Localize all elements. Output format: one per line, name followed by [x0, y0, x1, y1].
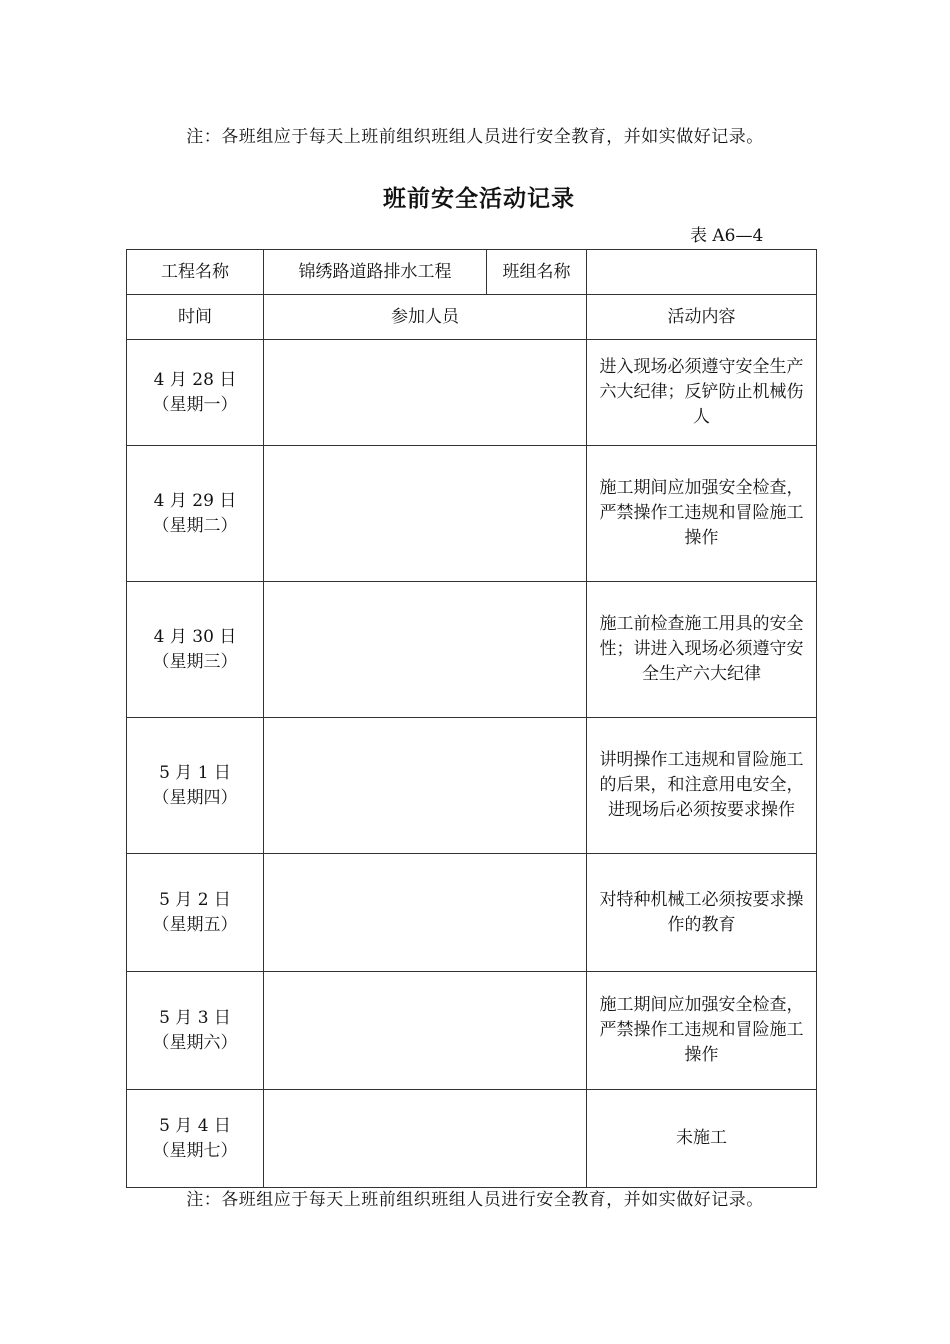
participants-cell	[264, 340, 587, 446]
date-cell	[127, 972, 264, 1090]
content-cell: 讲明操作工违规和冒险施工的后果，和注意用电安全，进现场后必须按要求操作	[587, 718, 817, 854]
column-header-content: 活动内容	[587, 295, 817, 340]
date-text: 5 月 2 日	[159, 889, 231, 910]
date-cell	[127, 854, 264, 972]
date-text: 5 月 1 日	[159, 762, 231, 783]
column-header-participants: 参加人员	[264, 295, 587, 340]
weekday-text: （星期二）	[152, 515, 238, 536]
weekday-text: （星期六）	[152, 1032, 238, 1053]
team-name-value	[587, 250, 817, 295]
date-cell	[127, 1090, 264, 1188]
content-cell: 未施工	[587, 1090, 817, 1188]
date-cell	[127, 340, 264, 446]
column-header-row	[127, 295, 817, 340]
participants-cell	[264, 1090, 587, 1188]
team-name-label: 班组名称	[487, 250, 587, 295]
activity-record-table	[126, 249, 817, 1188]
table-row	[127, 446, 817, 582]
weekday-text: （星期四）	[152, 787, 238, 808]
date-text: 4 月 28 日	[153, 369, 237, 390]
top-note: 注：各班组应于每天上班前组织班组人员进行安全教育，并如实做好记录。	[186, 127, 764, 147]
content-cell: 进入现场必须遵守安全生产六大纪律；反铲防止机械伤人	[587, 340, 817, 446]
weekday-text: （星期七）	[152, 1140, 238, 1161]
table-row	[127, 854, 817, 972]
table-row	[127, 582, 817, 718]
project-name-label: 工程名称	[127, 250, 264, 295]
date-cell	[127, 582, 264, 718]
content-cell: 施工期间应加强安全检查，严禁操作工违规和冒险施工操作	[587, 446, 817, 582]
weekday-text: （星期一）	[152, 394, 238, 415]
participants-cell	[264, 854, 587, 972]
table-row	[127, 972, 817, 1090]
table-row	[127, 718, 817, 854]
date-text: 5 月 4 日	[159, 1115, 231, 1136]
table-row	[127, 340, 817, 446]
participants-cell	[264, 718, 587, 854]
date-cell	[127, 718, 264, 854]
weekday-text: （星期五）	[152, 914, 238, 935]
table-row	[127, 1090, 817, 1188]
bottom-note: 注：各班组应于每天上班前组织班组人员进行安全教育，并如实做好记录。	[186, 1190, 764, 1210]
date-text: 5 月 3 日	[159, 1007, 231, 1028]
document-title: 班前安全活动记录	[383, 185, 575, 212]
weekday-text: （星期三）	[152, 651, 238, 672]
date-text: 4 月 29 日	[153, 490, 237, 511]
participants-cell	[264, 446, 587, 582]
content-cell: 施工期间应加强安全检查，严禁操作工违规和冒险施工操作	[587, 972, 817, 1090]
project-name-value: 锦绣路道路排水工程	[264, 250, 487, 295]
date-cell	[127, 446, 264, 582]
column-header-time: 时间	[127, 295, 264, 340]
header-row	[127, 250, 817, 295]
content-cell: 对特种机械工必须按要求操作的教育	[587, 854, 817, 972]
content-cell: 施工前检查施工用具的安全性；讲进入现场必须遵守安全生产六大纪律	[587, 582, 817, 718]
participants-cell	[264, 582, 587, 718]
date-text: 4 月 30 日	[153, 626, 237, 647]
participants-cell	[264, 972, 587, 1090]
form-number: 表 A6—4	[690, 226, 764, 246]
